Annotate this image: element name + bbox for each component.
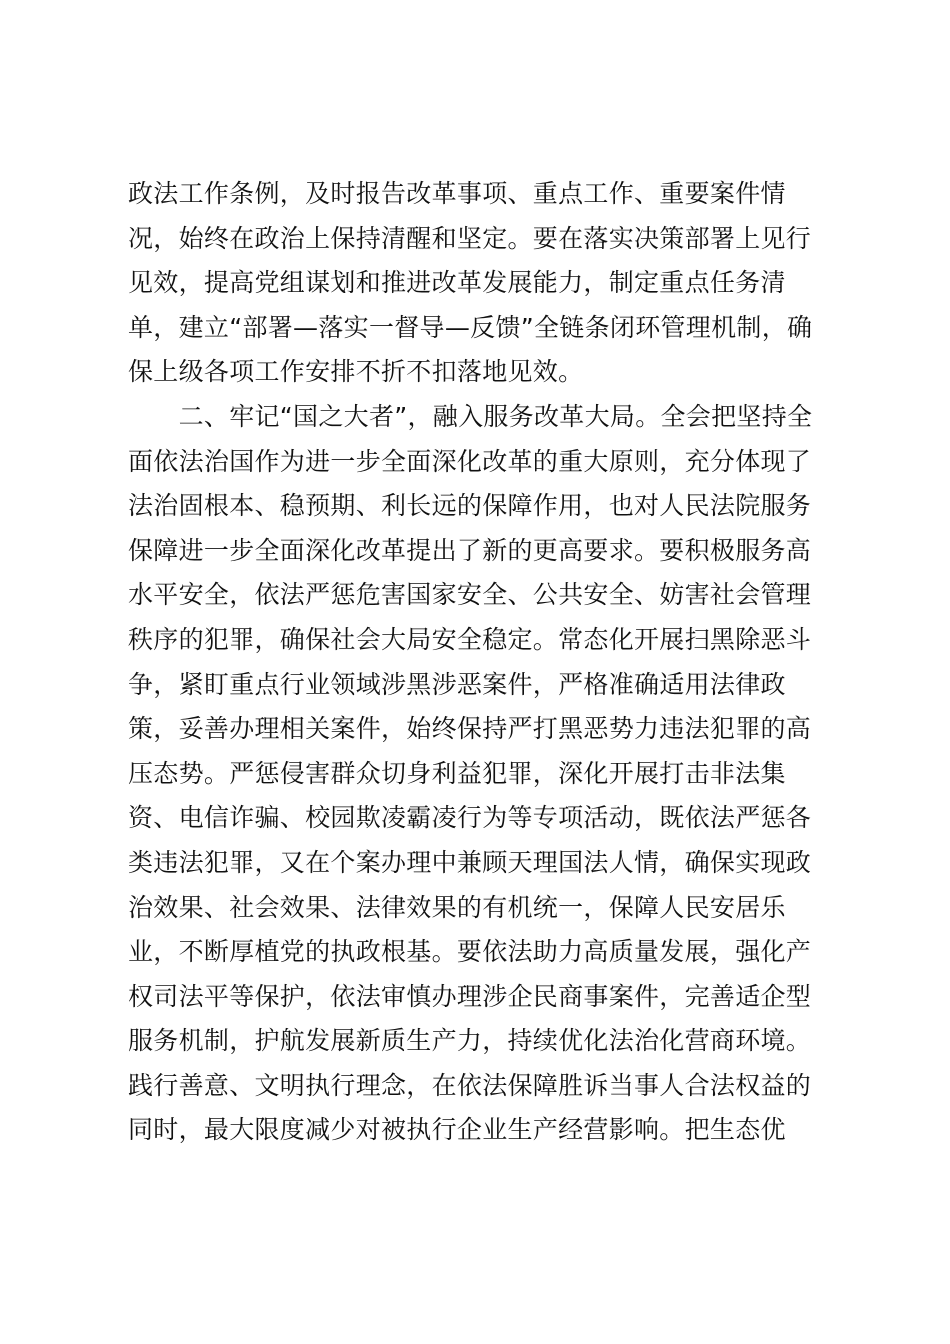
text-line: 资、电信诈骗、校园欺凌霸凌行为等专项活动，既依法严惩各: [128, 803, 812, 833]
text-line: 况，始终在政治上保持清醒和坚定。要在落实决策部署上见行: [128, 223, 812, 253]
text-line: 见效，提高党组谋划和推进改革发展能力，制定重点任务清: [128, 268, 786, 298]
text-line: 面依法治国作为进一步全面深化改革的重大原则，充分体现了: [128, 446, 812, 476]
section-heading-line: 二、牢记“国之大者”，融入服务改革大局。全会把坚持全: [128, 401, 813, 431]
text-line: 政法工作条例，及时报告改革事项、重点工作、重要案件情: [128, 179, 786, 208]
text-line: 治效果、社会效果、法律效果的有机统一，保障人民安居乐: [128, 892, 786, 922]
body-text: [128, 172, 838, 1153]
text-line: 法治固根本、稳预期、利长远的保障作用，也对人民法院服务: [128, 491, 812, 521]
text-line: 保障进一步全面深化改革提出了新的更高要求。要积极服务高: [128, 535, 812, 565]
text-line: 单，建立“部署—落实一督导—反馈”全链条闭环管理机制，确: [128, 312, 813, 342]
text-line: 业，不断厚植党的执政根基。要依法助力高质量发展，强化产: [128, 937, 812, 967]
text-line: 压态势。严惩侵害群众切身利益犯罪，深化开展打击非法集: [128, 758, 786, 788]
text-line: 权司法平等保护，依法审慎办理涉企民商事案件，完善适企型: [128, 981, 812, 1011]
text-line: 争，紧盯重点行业领域涉黑涉恶案件，严格准确适用法律政: [128, 669, 786, 699]
text-line: 策，妥善办理相关案件，始终保持严打黑恶势力违法犯罪的高: [128, 714, 812, 744]
text-line: 服务机制，护航发展新质生产力，持续优化法治化营商环境。: [128, 1026, 812, 1056]
text-line: 践行善意、文明执行理念，在依法保障胜诉当事人合法权益的: [128, 1070, 812, 1100]
text-line: 同时，最大限度减少对被执行企业生产经营影响。把生态优: [128, 1115, 786, 1145]
text-line: 水平安全，依法严惩危害国家安全、公共安全、妨害社会管理: [128, 580, 812, 610]
text-line: 秩序的犯罪，确保社会大局安全稳定。常态化开展扫黑除恶斗: [128, 624, 812, 654]
text-line: 保上级各项工作安排不折不扣落地见效。: [128, 357, 584, 387]
text-line: 类违法犯罪，又在个案办理中兼顾天理国法人情，确保实现政: [128, 847, 812, 877]
